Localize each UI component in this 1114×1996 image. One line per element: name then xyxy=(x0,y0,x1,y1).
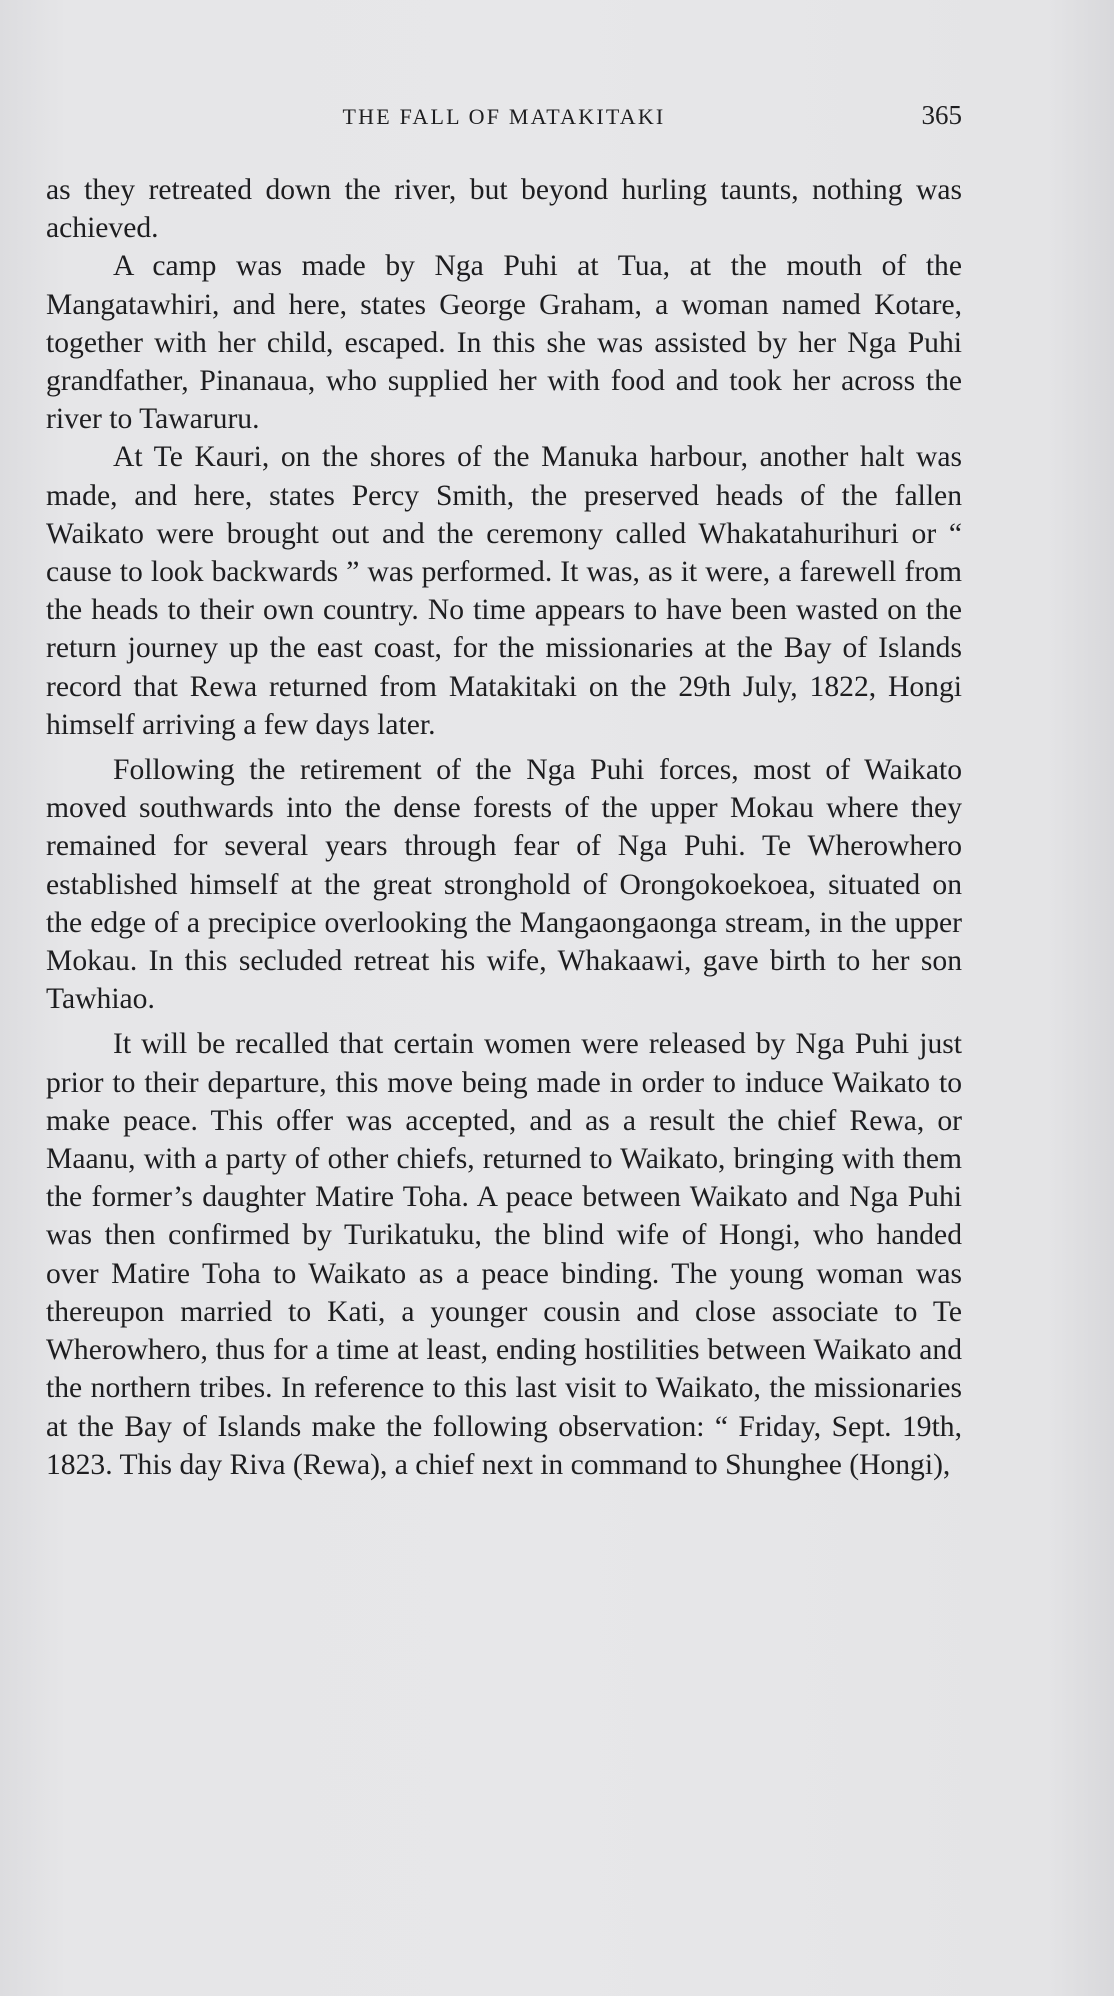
page-number: 365 xyxy=(921,100,962,130)
paragraph-retirement: Following the retirement of the Nga Puhi forces, most of Waikato moved southwards into the dense forests of the upper Mokau where they remained for several years through fear of Nga Puhi. Te Wherowhero established himself at the great stronghold of Orongokoekoea, situated on the edge of a precipice overlooking the Mangaongaonga stream, in the upper Mokau. In this secluded retreat his wife, Whakaawi, gave birth to her son Tawhiao. xyxy=(46,754,962,1016)
running-head xyxy=(46,100,962,140)
paragraph-te-kauri: At Te Kauri, on the shores of the Manuka harbour, another halt was made, and here, states Percy Smith, the preserved heads of the fallen Waikato were brought out and the ceremony called Whakatahurihuri or “ cause to look backwards ” was performed. It was, as it were, a farewell from the heads to their own country. No time appears to have been wasted on the return journey up the east coast, for the missionaries at the Bay of Islands record that Rewa returned from Matakitaki on the 29th July, 1822, Hongi himself arriving a few days later. xyxy=(46,441,962,741)
running-title: THE FALL OF MATAKITAKI xyxy=(342,104,666,129)
paragraph-camp-at-tua: A camp was made by Nga Puhi at Tua, at the mouth of the Mangatawhiri, and here, states George Graham, a woman named Kotare, together with her child, escaped. In this she was assisted by her Nga Puhi grandfather, Pinanaua, who supplied her with food and took her across the river to Tawaruru. xyxy=(46,250,962,436)
paragraph-continuation: as they retreated down the river, but beyond hurling taunts, nothing was achieved. xyxy=(46,174,962,245)
body-text xyxy=(46,171,962,1484)
paragraph-peace: It will be recalled that certain women were released by Nga Puhi just prior to their departure, this move being made in order to induce Waikato to make peace. This offer was accepted, and as a result the chief Rewa, or Maanu, with a party of other chiefs, returned to Waikato, bringing with them the former’s daughter Matire Toha. A peace between Waikato and Nga Puhi was then confirmed by Turikatuku, the blind wife of Hongi, who handed over Matire Toha to Waikato as a peace binding. The young woman was thereupon married to Kati, a younger cousin and close associate to Te Wherowhero, thus for a time at least, ending hostilities between Waikato and the northern tribes. In reference to this last visit to Waikato, the missionaries at the Bay of Islands make the following observation: “ Friday, Sept. 19th, 1823. This day Riva (Rewa), a chief next in command to Shunghee (Hongi), xyxy=(46,1028,962,1481)
